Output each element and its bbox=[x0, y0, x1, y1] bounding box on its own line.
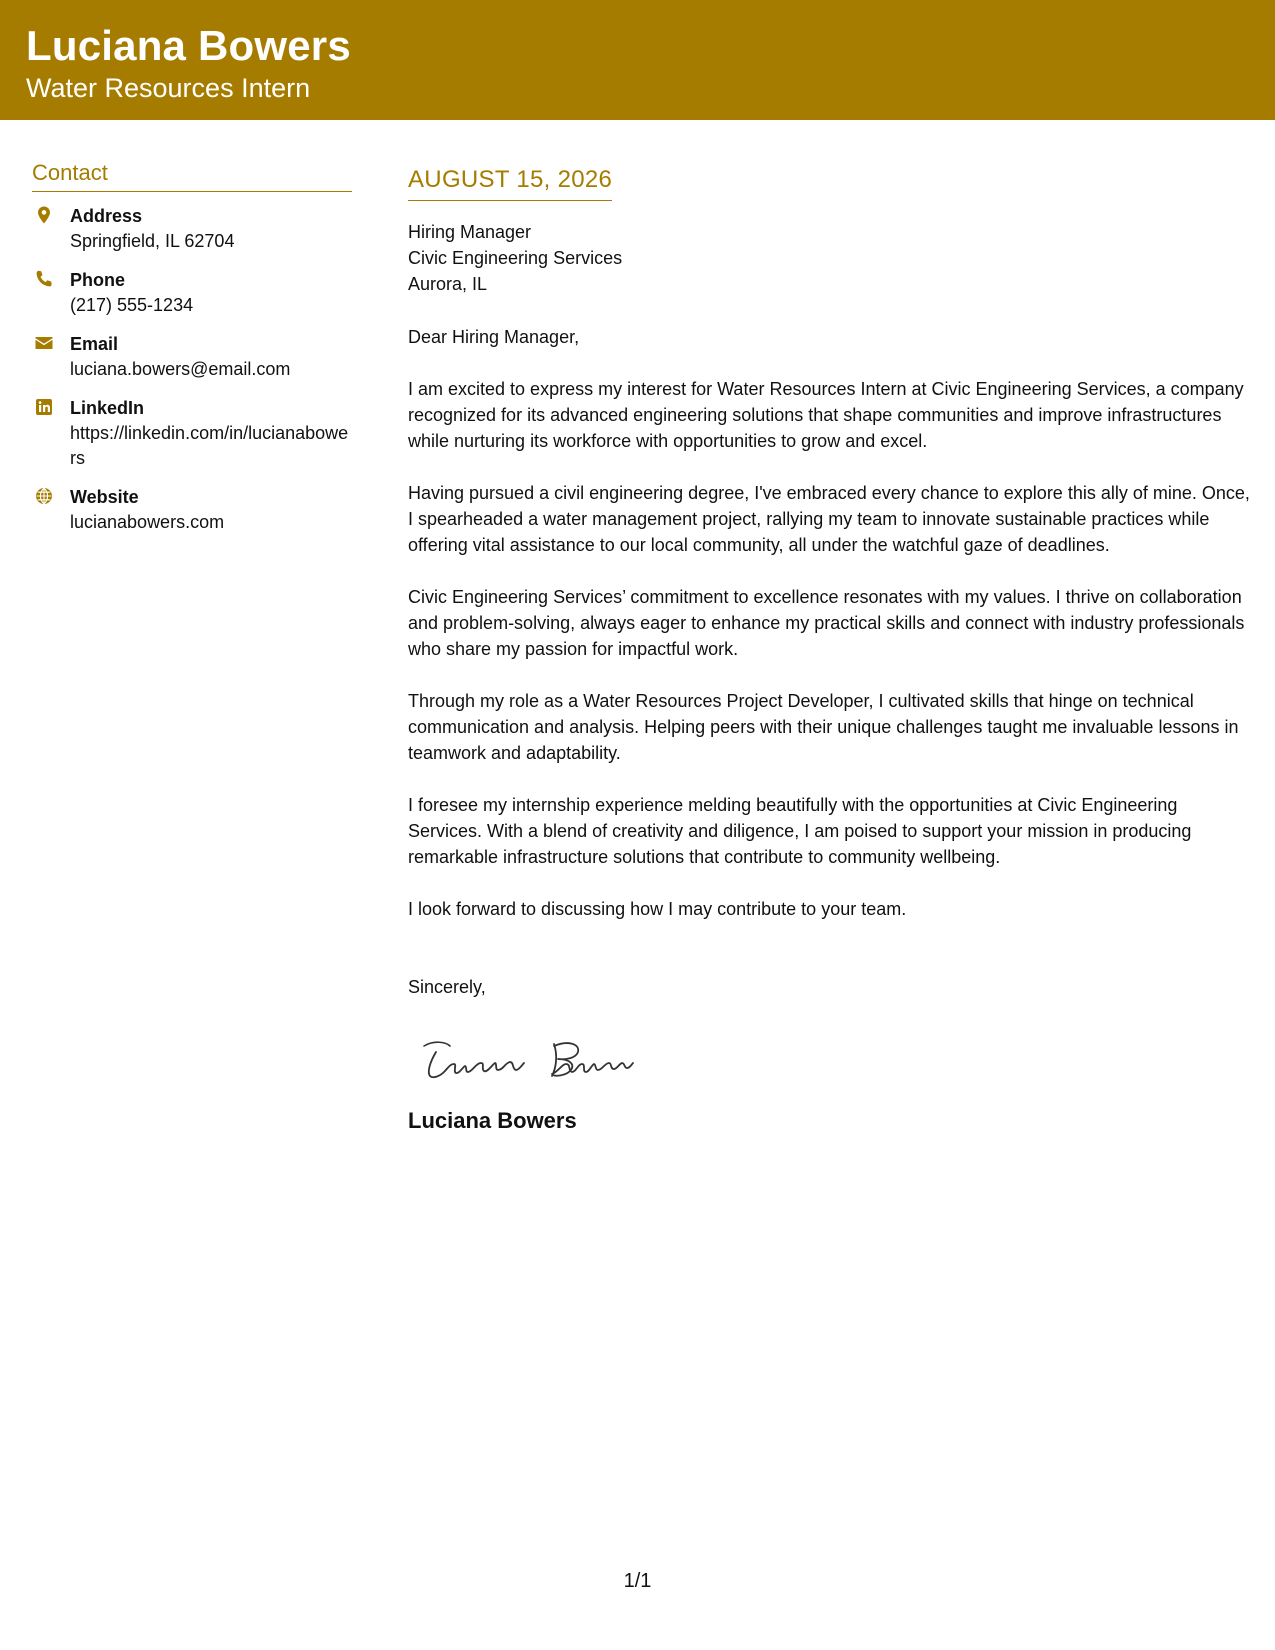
letter-paragraph: Through my role as a Water Resources Project Developer, I cultivated skills that hinge on technical communication and analysis. Helping peers with their unique challenges taught me invaluable lessons in teamwork and adaptability. bbox=[408, 691, 1239, 763]
letter-closing: Sincerely, bbox=[408, 977, 486, 997]
letter-greeting: Dear Hiring Manager, bbox=[408, 327, 580, 347]
recipient-company: Civic Engineering Services bbox=[408, 248, 623, 268]
contact-label: Address bbox=[70, 206, 143, 226]
contact-email-value[interactable]: luciana.bowers@email.com bbox=[70, 359, 291, 379]
contact-phone-value: (217) 555-1234 bbox=[70, 295, 194, 315]
contact-item-address bbox=[32, 204, 352, 254]
recipient-location: Aurora, IL bbox=[408, 274, 488, 294]
contact-address-value: Springfield, IL 62704 bbox=[70, 231, 235, 251]
contact-website-value[interactable]: lucianabowers.com bbox=[70, 512, 225, 532]
header-banner bbox=[0, 0, 1275, 120]
contact-sidebar bbox=[32, 160, 352, 549]
applicant-role: Water Resources Intern bbox=[26, 73, 311, 103]
contact-list bbox=[32, 204, 352, 535]
contact-label: LinkedIn bbox=[70, 398, 145, 418]
page-number: 1/1 bbox=[623, 1570, 652, 1592]
globe-icon bbox=[34, 486, 54, 506]
recipient-block bbox=[408, 219, 1253, 297]
phone-icon bbox=[34, 269, 54, 289]
map-pin-icon bbox=[34, 205, 54, 225]
letter-paragraph: Civic Engineering Services’ commitment to excellence resonates with my values. I thrive on collaboration and problem-solving, always eager to enhance my practical skills and connect with industry professionals who share my passion for impactful work. bbox=[408, 587, 1245, 659]
letter-paragraph: I am excited to express my interest for Water Resources Intern at Civic Engineering Services, a company recognized for its advanced engineering solutions that shape communities and improve infrastructures while nurturing its workforce with opportunities to grow and excel. bbox=[408, 379, 1244, 451]
contact-label: Phone bbox=[70, 270, 126, 290]
signed-name: Luciana Bowers bbox=[408, 1108, 577, 1133]
envelope-icon bbox=[34, 333, 54, 353]
contact-section-title: Contact bbox=[32, 160, 352, 192]
contact-label: Website bbox=[70, 487, 139, 507]
contact-item-phone bbox=[32, 268, 352, 318]
contact-item-website bbox=[32, 485, 352, 535]
applicant-name: Luciana Bowers bbox=[26, 22, 351, 69]
linkedin-icon bbox=[34, 397, 54, 417]
contact-label: Email bbox=[70, 334, 119, 354]
letter-date: AUGUST 15, 2026 bbox=[408, 166, 612, 201]
contact-linkedin-value[interactable]: https://linkedin.com/in/lucianabowers bbox=[70, 423, 349, 468]
letter-body bbox=[408, 166, 1253, 1134]
contact-item-email bbox=[32, 332, 352, 382]
handwritten-signature bbox=[416, 1030, 676, 1090]
contact-item-linkedin bbox=[32, 396, 352, 471]
letter-paragraph: Having pursued a civil engineering degree, I've embraced every chance to explore this ally of mine. Once, I spearheaded a water management project, rallying my team to innovate sustainable practices while offering vital assistance to our local community, all under the watchful gaze of deadlines. bbox=[408, 483, 1250, 555]
recipient-title: Hiring Manager bbox=[408, 222, 532, 242]
letter-paragraph: I look forward to discussing how I may contribute to your team. bbox=[408, 899, 907, 919]
letter-paragraph: I foresee my internship experience melding beautifully with the opportunities at Civic Engineering Services. With a blend of creativity and diligence, I am poised to support your mission in producing remarkable infrastructure solutions that contribute to community wellbeing. bbox=[408, 795, 1192, 867]
